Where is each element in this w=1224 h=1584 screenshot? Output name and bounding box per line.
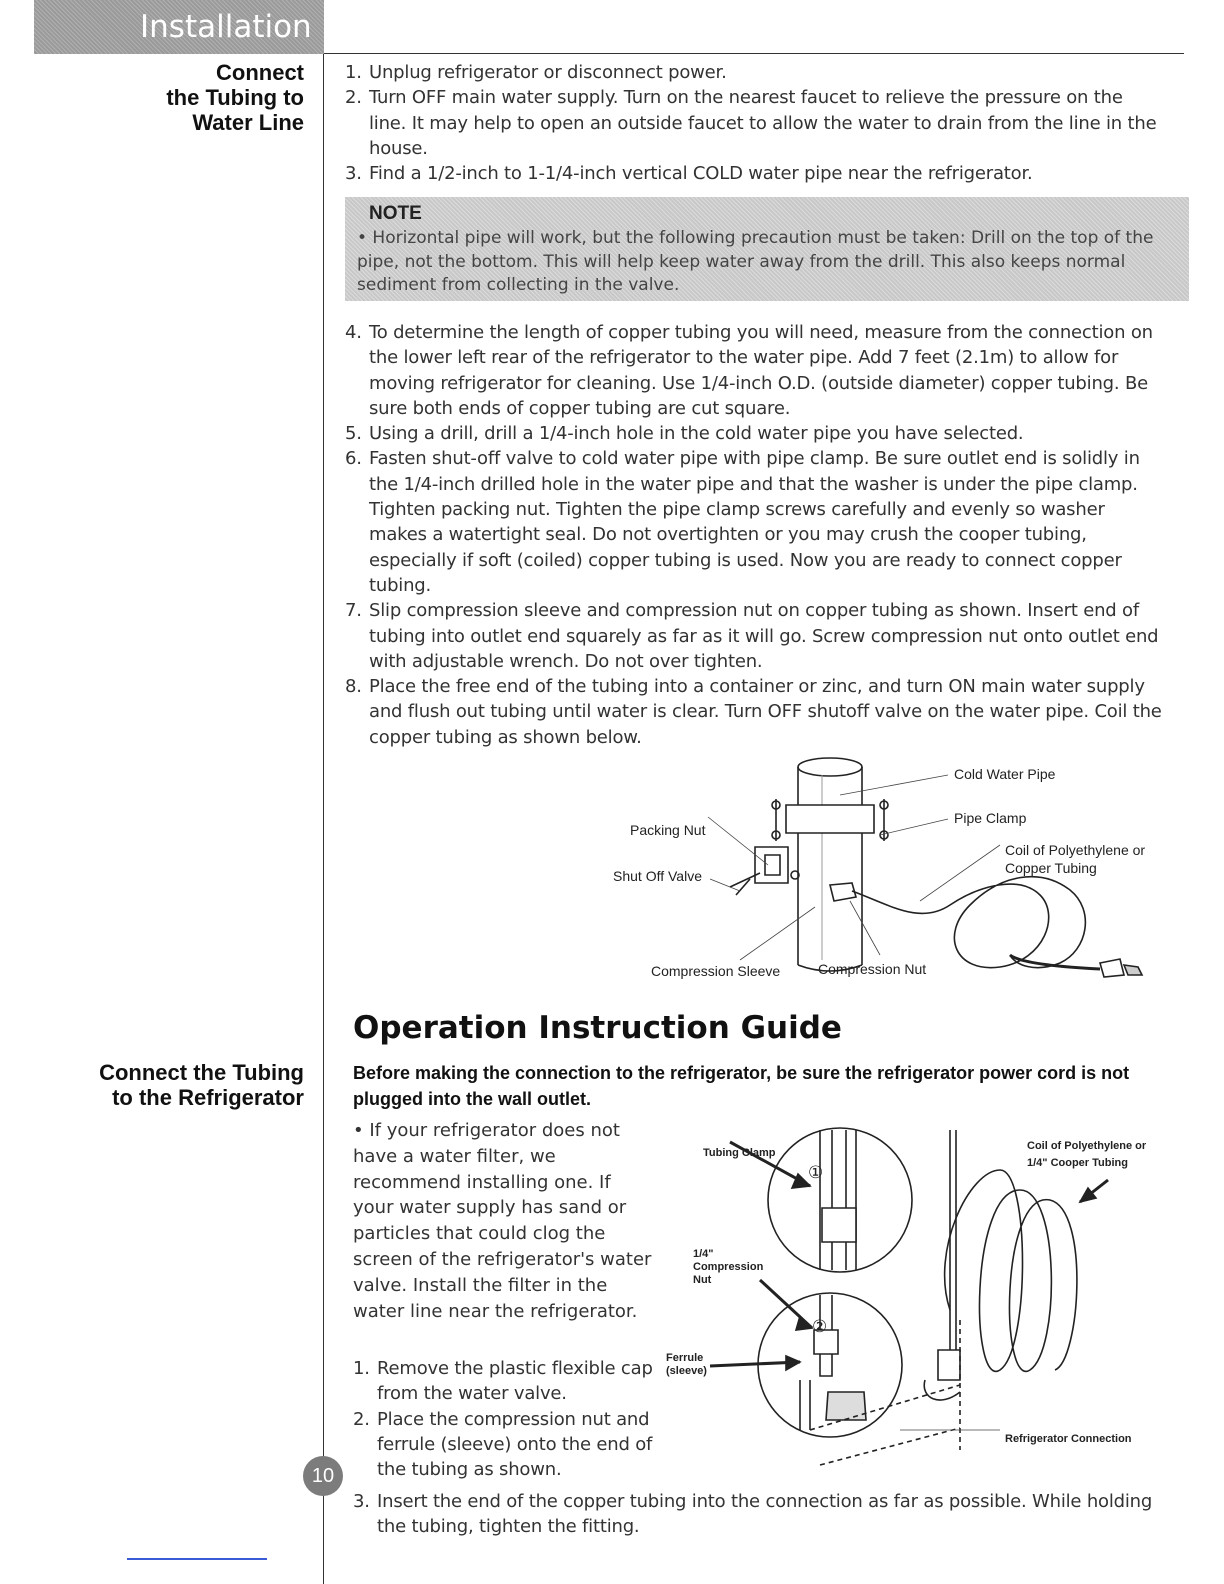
- note-box: [345, 197, 1189, 301]
- header-rule: [324, 53, 1184, 54]
- column-divider: [323, 54, 324, 1584]
- step-text: Place the free end of the tubing into a container or zinc, and turn ON main water supply and flush out tubing until water is clear. Turn OFF shutoff valve on the water pipe. Coil the copper tubing as shown below.: [369, 676, 1162, 748]
- label-shut-off-valve: Shut Off Valve: [613, 868, 702, 884]
- step-number: 2.: [353, 1408, 370, 1430]
- step-text: Remove the plastic flexible cap from the water valve.: [377, 1358, 653, 1405]
- heading-line: Connect: [216, 60, 304, 85]
- step-number: 8.: [345, 676, 362, 698]
- note-text: • Horizontal pipe will work, but the following precaution must be taken: Drill on the top of the pipe, not the bottom. This will help keep water away from the drill. This also keeps normal sediment from collecting in the valve.: [357, 228, 1154, 295]
- list-item: [345, 60, 1165, 85]
- step-number: 4.: [345, 322, 362, 343]
- callout-number-1: ①: [808, 1163, 824, 1182]
- list-item: [345, 674, 1165, 750]
- list-item: [353, 1489, 1153, 1540]
- shut-off-valve-shape: [755, 847, 788, 883]
- list-item: [345, 421, 1165, 446]
- step-number: 7.: [345, 600, 362, 622]
- step-text: Fasten shut-off valve to cold water pipe with pipe clamp. Be sure outlet end is solidly in the 1/4-inch drilled hole in the water pipe and that the washer is under the pipe clamp. Tighten packing nut. Tighten the pipe clamp screws carefully and evenly so washer makes a watertight seal. Do not overtighten or you may crush the cooper tubing, especially if soft (coiled) copper tubing is used. Now you are ready to connect copper tubing.: [369, 448, 1140, 596]
- tubing-coil-shape: [945, 1170, 1077, 1371]
- filter-paragraph: • If your refrigerator does not have a water filter, we recommend installing one. If your water supply has sand or particles that could clog the screen of the refrigerator's water valve. Install the filter in the water line near the refrigerator.: [353, 1120, 652, 1322]
- step-number: 5.: [345, 423, 362, 445]
- step-number: 2.: [345, 87, 362, 109]
- list-item: [345, 320, 1165, 421]
- label-coil-line2: 1/4" Cooper Tubing: [1027, 1157, 1128, 1169]
- heading-line: Connect the Tubing: [99, 1060, 304, 1085]
- steps-list-3: [353, 1356, 653, 1482]
- warning-text: Before making the connection to the refrigerator, be sure the refrigerator power cord is not plugged into the wall outlet.: [353, 1063, 1130, 1109]
- step-text: Unplug refrigerator or disconnect power.: [369, 62, 727, 83]
- section-heading-water-line: [40, 60, 304, 135]
- label-tubing-clamp: Tubing Clamp: [703, 1147, 776, 1159]
- list-item: [345, 598, 1165, 674]
- step-number: 3.: [345, 163, 362, 185]
- step-number: 3.: [353, 1491, 370, 1512]
- compression-nut-shape: [830, 883, 856, 901]
- label-compression-nut: Compression Nut: [818, 961, 927, 977]
- label-pipe-clamp: Pipe Clamp: [954, 810, 1027, 826]
- heading-line: to the Refrigerator: [112, 1085, 304, 1110]
- label-compression-nut-line3: Nut: [693, 1274, 712, 1286]
- heading-line: Water Line: [192, 110, 304, 135]
- label-refrigerator-connection: Refrigerator Connection: [1005, 1433, 1132, 1445]
- step-text: Using a drill, drill a 1/4-inch hole in the cold water pipe you have selected.: [369, 423, 1024, 445]
- label-ferrule-line1: Ferrule: [666, 1352, 704, 1364]
- step-text: Turn OFF main water supply. Turn on the nearest faucet to relieve the pressure on the line. It may help to open an outside faucet to allow the water to drain from the line in the house.: [369, 87, 1157, 159]
- label-coil-line1: Coil of Polyethylene or: [1005, 842, 1146, 858]
- label-compression-sleeve: Compression Sleeve: [651, 963, 781, 979]
- page-number-badge: 10: [303, 1456, 343, 1496]
- step-text: Place the compression nut and ferrule (sleeve) onto the end of the tubing as shown.: [377, 1408, 653, 1481]
- note-title: NOTE: [369, 203, 422, 224]
- list-item: [345, 161, 1165, 186]
- callout-number-2: ②: [812, 1317, 828, 1336]
- steps-list-2: [345, 320, 1165, 750]
- list-item: [353, 1356, 653, 1407]
- label-compression-nut-line1: 1/4": [693, 1248, 714, 1260]
- label-packing-nut: Packing Nut: [630, 822, 706, 838]
- step-text: Insert the end of the copper tubing into the connection as far as possible. While holding the tubing, tighten the fitting.: [377, 1491, 1153, 1538]
- bottom-rule: [127, 1558, 267, 1560]
- step-number: 6.: [345, 448, 362, 470]
- pipe-body: [798, 767, 862, 965]
- detail-circle-1: [768, 1128, 912, 1272]
- list-item: [353, 1407, 653, 1483]
- label-ferrule-line2: (sleeve): [666, 1365, 707, 1377]
- pipe-clamp-shape: [786, 805, 874, 833]
- list-item: [345, 446, 1165, 598]
- step-text: Slip compression sleeve and compression nut on copper tubing as shown. Insert end of tubing into outlet end squarely as far as it will go. Screw compression nut onto outlet end with adjustable wrench. Do not over tighten.: [369, 600, 1159, 672]
- step-number: 1.: [345, 62, 362, 83]
- copper-tubing-shape: [852, 877, 1085, 968]
- section-title: Operation Instruction Guide: [353, 1010, 842, 1046]
- label-compression-nut-line2: Compression: [693, 1261, 764, 1273]
- section-heading-refrigerator: [40, 1060, 304, 1110]
- steps-list-4: [353, 1489, 1153, 1540]
- steps-list-1: [345, 60, 1165, 186]
- label-coil-line1: Coil of Polyethylene or: [1027, 1140, 1147, 1152]
- heading-line: the Tubing to: [166, 85, 304, 110]
- pipe-top: [798, 758, 862, 776]
- step-number: 1.: [353, 1358, 370, 1379]
- step-text: To determine the length of copper tubing you will need, measure from the connection on the lower left rear of the refrigerator to the water pipe. Add 7 feet (2.1m) to allow for moving refrigerator for cleaning. Use 1/4-inch O.D. (outside diameter) copper tubing. Be sure both ends of copper tubing are cut square.: [369, 322, 1153, 419]
- label-cold-water-pipe: Cold Water Pipe: [954, 766, 1056, 782]
- label-coil-line2: Copper Tubing: [1005, 860, 1097, 876]
- header-tab: Installation: [34, 0, 324, 54]
- list-item: [345, 85, 1165, 161]
- step-text: Find a 1/2-inch to 1-1/4-inch vertical COLD water pipe near the refrigerator.: [369, 163, 1033, 185]
